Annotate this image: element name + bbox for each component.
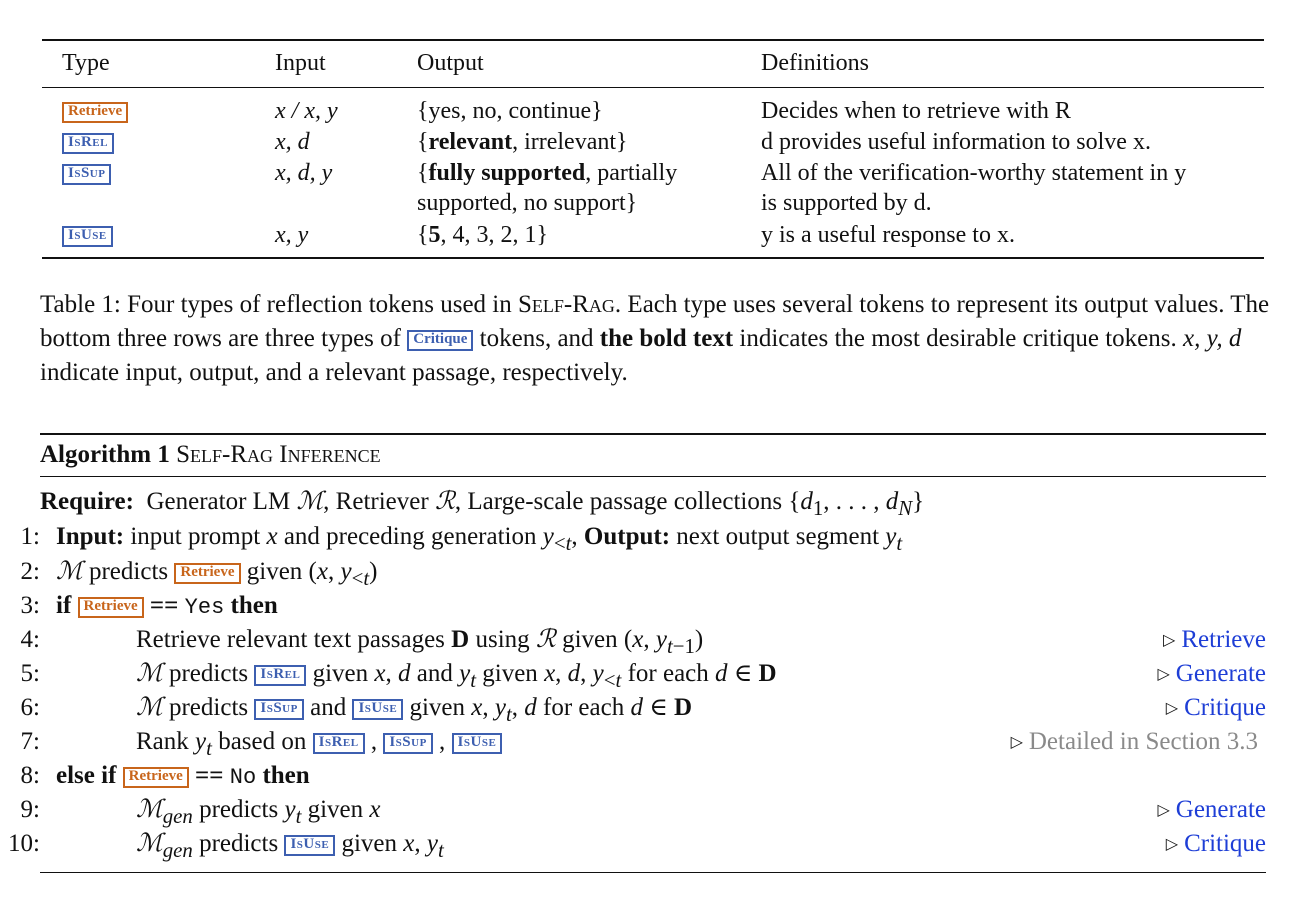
table-cell-output: {5, 4, 3, 2, 1} bbox=[417, 222, 549, 248]
operator-eq: == bbox=[149, 592, 179, 619]
caption-vars: x, y, d bbox=[1183, 325, 1242, 352]
isuse-token: IsUse bbox=[62, 226, 113, 247]
algorithm-line-3 bbox=[0, 589, 278, 625]
isrel-token: IsRel bbox=[313, 733, 365, 754]
comment-text: Generate bbox=[1175, 660, 1266, 687]
table-cell-output: {relevant, irrelevant} bbox=[417, 129, 628, 155]
triangle-icon: ▷ bbox=[1163, 632, 1176, 649]
table-row bbox=[62, 158, 111, 188]
require-line: Require: Generator LM ℳ, Retriever ℛ, Large-scale passage collections {$d_1$, . . . , $d_N$} bbox=[40, 488, 925, 520]
table-header-type: Type bbox=[62, 50, 110, 76]
keyword-then: then bbox=[230, 592, 278, 619]
table-row bbox=[62, 220, 113, 250]
comment-text: Detailed in Section 3.3 bbox=[1028, 728, 1258, 755]
table-cell-input: x, d bbox=[275, 129, 310, 155]
require-label: Require: bbox=[40, 488, 134, 515]
isuse-token: IsUse bbox=[352, 699, 403, 720]
triangle-icon: ▷ bbox=[1165, 836, 1179, 853]
line-number: 9: bbox=[20, 796, 40, 823]
triangle-icon: ▷ bbox=[1165, 700, 1179, 717]
table-cell-definition-line2: is supported by d. bbox=[761, 190, 932, 216]
caption-selfrag: Self-Rag bbox=[518, 291, 615, 318]
value-yes: Yes bbox=[184, 595, 225, 620]
caption-text: tokens, and bbox=[473, 325, 600, 352]
algorithm-line-8 bbox=[0, 759, 310, 795]
operator-eq: == bbox=[195, 762, 224, 789]
isuse-token: IsUse bbox=[452, 733, 503, 754]
keyword-else-if: else if bbox=[56, 762, 117, 789]
comment-generate bbox=[1157, 657, 1266, 692]
comment-detailed bbox=[1011, 725, 1258, 760]
triangle-icon: ▷ bbox=[1157, 802, 1170, 819]
table-cell-input: x, y bbox=[275, 222, 309, 248]
retrieve-token: Retrieve bbox=[62, 102, 128, 123]
output-bold: fully supported bbox=[428, 160, 586, 186]
issup-token: IsSup bbox=[383, 733, 432, 754]
table-caption bbox=[40, 288, 1270, 390]
issup-token: IsSup bbox=[254, 699, 303, 720]
table-cell-input: x, d, y bbox=[275, 160, 333, 186]
table-cell-definition: All of the verification-worthy statement in y bbox=[761, 160, 1187, 186]
table-row bbox=[62, 96, 128, 126]
isuse-token: IsUse bbox=[284, 835, 335, 856]
table-cell-output: {yes, no, continue} bbox=[417, 98, 603, 124]
line-number: 7: bbox=[20, 728, 40, 755]
triangle-icon: ▷ bbox=[1157, 666, 1170, 683]
comment-text: Critique bbox=[1184, 694, 1266, 721]
algorithm-line-5: 5: ℳ predicts IsRel given x, d and $y_t$ given x, d, $y_{<t}$ for each d ∈ D bbox=[0, 657, 777, 697]
comment-text: Generate bbox=[1175, 796, 1266, 823]
table-cell-definition: d provides useful information to solve x. bbox=[761, 129, 1151, 155]
algorithm-title bbox=[40, 438, 381, 472]
line-number: 5: bbox=[20, 660, 40, 687]
algorithm-line-10: 10: ℳ$_{gen}$ predicts IsUse given x, $y_t$ bbox=[0, 827, 444, 867]
table-mid-rule bbox=[42, 87, 1264, 88]
keyword-then: then bbox=[262, 762, 310, 789]
comment-text: Critique bbox=[1184, 830, 1266, 857]
line-number: 1: bbox=[20, 523, 40, 550]
output-rest: , partially bbox=[585, 160, 678, 186]
line-number: 10: bbox=[8, 830, 40, 857]
line-number: 6: bbox=[20, 694, 40, 721]
retrieve-token: Retrieve bbox=[78, 597, 144, 618]
algorithm-header-rule bbox=[40, 476, 1266, 477]
algorithm-line-7: 7: Rank $y_t$ based on IsRel , IsSup , IsUse bbox=[0, 725, 502, 765]
caption-text: indicate input, output, and a relevant passage, respectively. bbox=[40, 359, 628, 386]
keyword-if: if bbox=[56, 592, 72, 619]
comment-critique bbox=[1166, 691, 1266, 726]
line-number: 8: bbox=[20, 762, 40, 789]
algorithm-line-2: 2: ℳ predicts Retrieve given (x, $y_{<t}$) bbox=[0, 555, 377, 595]
retrieve-token: Retrieve bbox=[123, 767, 189, 788]
algorithm-title-text: Self-Rag Inference bbox=[176, 441, 381, 468]
isrel-token: IsRel bbox=[254, 665, 306, 686]
table-cell-definition: y is a useful response to x. bbox=[761, 222, 1015, 248]
comment-retrieve bbox=[1163, 623, 1266, 658]
output-bold: relevant bbox=[428, 129, 513, 155]
table-cell-input: x / x, y bbox=[275, 98, 338, 124]
issup-token: IsSup bbox=[62, 164, 111, 185]
comment-text: Retrieve bbox=[1181, 626, 1266, 653]
table-header-definitions: Definitions bbox=[761, 50, 869, 76]
keyword-output: Output: bbox=[583, 523, 671, 550]
table-header-input: Input bbox=[275, 50, 326, 76]
table-bottom-rule bbox=[42, 257, 1264, 259]
line-number: 2: bbox=[20, 558, 40, 585]
output-rest: , irrelevant} bbox=[512, 129, 628, 155]
table-cell-definition: Decides when to retrieve with R bbox=[761, 98, 1071, 124]
algorithm-line-6: 6: ℳ predicts IsSup and IsUse given x, $y_t$, d for each d ∈ D bbox=[0, 691, 692, 731]
caption-text: indicates the most desirable critique tokens. bbox=[733, 325, 1184, 352]
table-cell-output-line2: supported, no support} bbox=[417, 190, 638, 216]
retrieve-token: Retrieve bbox=[174, 563, 240, 584]
algorithm-line-9: 9: ℳ$_{gen}$ predicts $y_t$ given x bbox=[0, 793, 381, 833]
caption-text: . Each type uses several tokens to represent its output values. The bottom three rows are three types of bbox=[40, 291, 1270, 352]
output-bold: 5 bbox=[428, 222, 441, 248]
table-top-rule bbox=[42, 39, 1264, 41]
table-row bbox=[62, 127, 114, 157]
algorithm-label: Algorithm 1 bbox=[40, 441, 170, 468]
triangle-icon: ▷ bbox=[1010, 734, 1023, 751]
algorithm-line-4: 4: Retrieve relevant text passages D using ℛ given (x, $y_{t-1}$) bbox=[0, 623, 703, 663]
caption-text: Table 1: Four types of reflection tokens used in bbox=[40, 291, 519, 318]
algorithm-top-rule bbox=[40, 433, 1266, 435]
table-header-output: Output bbox=[417, 50, 484, 76]
caption-bold: the bold text bbox=[599, 325, 734, 352]
value-no: No bbox=[229, 765, 257, 790]
comment-critique bbox=[1166, 827, 1266, 862]
table-cell-output: {fully supported, partially bbox=[417, 160, 678, 186]
isrel-token: IsRel bbox=[62, 133, 114, 154]
keyword-input: Input: bbox=[56, 523, 125, 550]
critique-token: Critique bbox=[407, 330, 473, 351]
line-number: 3: bbox=[20, 592, 40, 619]
output-rest: , 4, 3, 2, 1} bbox=[440, 222, 549, 248]
comment-generate bbox=[1157, 793, 1266, 828]
algorithm-bottom-rule bbox=[40, 872, 1266, 873]
algorithm-line-1: 1: Input: input prompt x and preceding generation $y_{<t}$, Output: next output segment $y_t$ bbox=[0, 520, 902, 560]
line-number: 4: bbox=[20, 626, 40, 653]
